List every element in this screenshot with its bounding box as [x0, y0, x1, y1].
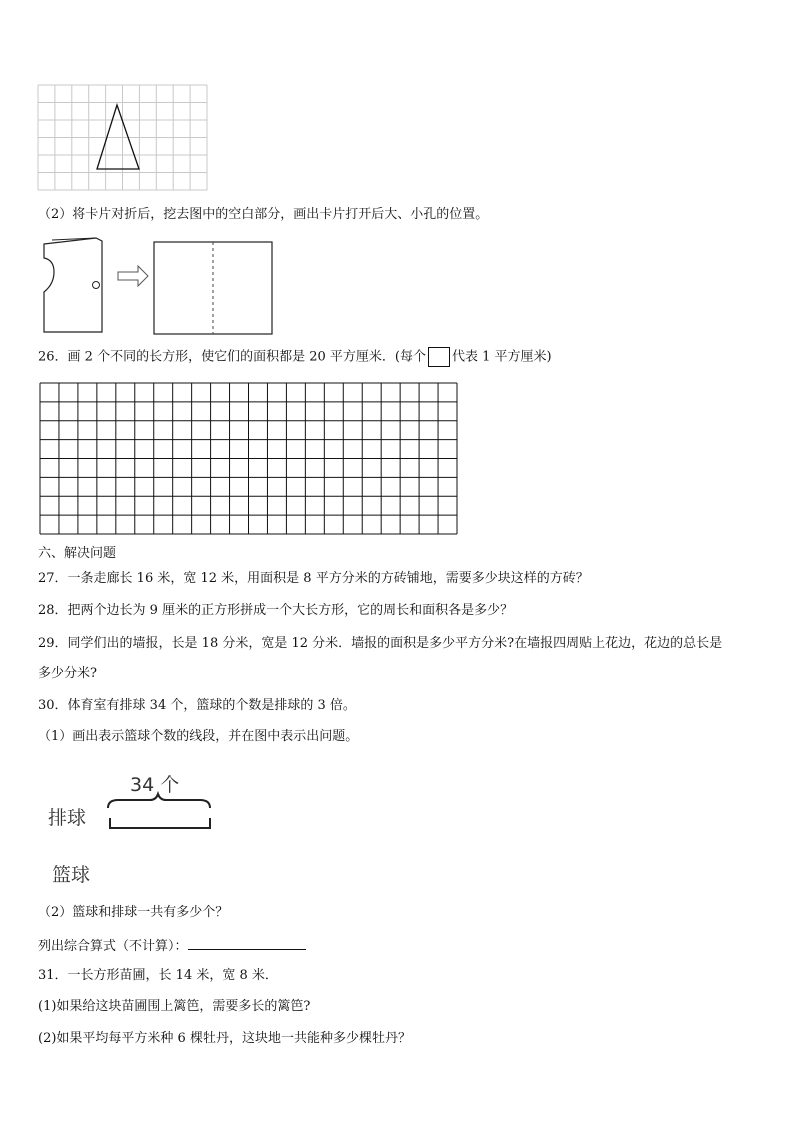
- folded-card-figure: [40, 234, 280, 336]
- q30-stem: 30．体育室有排球 34 个，篮球的个数是排球的 3 倍。: [38, 698, 356, 713]
- triangle-grid-figure: [38, 85, 208, 191]
- q26-drawing-grid[interactable]: [40, 383, 458, 535]
- q30-formula: [38, 936, 306, 956]
- q30-part1: （1）画出表示篮球个数的线段，并在图中表示出问题。: [38, 729, 359, 744]
- volleyball-segment: [110, 818, 210, 828]
- volleyball-segment-diagram: [106, 794, 216, 834]
- q31-stem: 31．一长方形苗圃，长 14 米，宽 8 米．: [38, 968, 278, 983]
- q25-part2-text: （2）将卡片对折后，挖去图中的空白部分，画出卡片打开后大、小孔的位置。: [38, 207, 489, 222]
- basketball-label: 篮球: [52, 864, 91, 886]
- section6-title: 六、解决问题: [38, 546, 117, 561]
- q31-part1: (1)如果给这块苗圃围上篱笆，需要多长的篱笆?: [38, 999, 311, 1014]
- q27-text: 27．一条走廊长 16 米，宽 12 米，用面积是 8 平方分米的方砖铺地，需要多少块这样的方砖？: [38, 571, 589, 586]
- q26-text: [38, 347, 552, 367]
- q26-text-before: 26．画 2 个不同的长方形，使它们的面积都是 20 平方厘米．(每个: [38, 349, 426, 365]
- curly-brace: [108, 794, 210, 808]
- q26-text-after: 代表 1 平方厘米): [451, 349, 552, 365]
- count-label: 34 个: [130, 774, 180, 796]
- q29-text-line2: 多少分米?: [38, 666, 97, 681]
- q28-text: 28．把两个边长为 9 厘米的正方形拼成一个大长方形，它的周长和面积各是多少？: [38, 603, 514, 618]
- arrow-icon: [118, 266, 148, 286]
- q29-text-line1: 29．同学们出的墙报，长是 18 分米，宽是 12 分米．墙报的面积是多少平方分米?在墙报四周贴上花边，花边的总长是: [38, 636, 723, 651]
- q30-part2: （2）篮球和排球一共有多少个？: [38, 905, 229, 920]
- grid-lines: [38, 85, 207, 190]
- formula-label: 列出综合算式（不计算）：: [38, 939, 188, 954]
- grid-lines: [40, 383, 457, 534]
- small-hole: [93, 282, 100, 289]
- unit-square-icon: [428, 347, 450, 367]
- q31-part2: (2)如果平均每平方米种 6 棵牡丹，这块地一共能种多少棵牡丹？: [38, 1031, 411, 1046]
- volleyball-label: 排球: [48, 807, 87, 829]
- folded-card-outline: [44, 238, 102, 332]
- formula-answer-blank[interactable]: [188, 936, 306, 950]
